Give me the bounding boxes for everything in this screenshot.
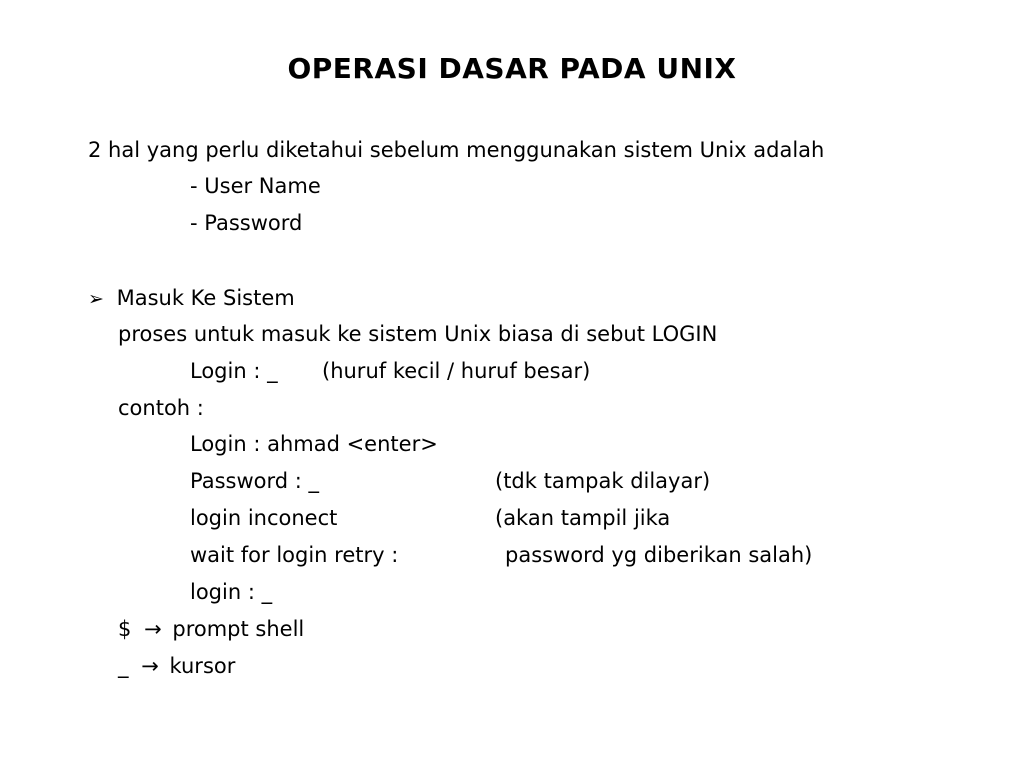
right-arrow-icon: → (144, 617, 162, 641)
arrow-bullet-icon: ➢ (88, 288, 104, 310)
section-description: proses untuk masuk ke sistem Unix biasa di sebut LOGIN (118, 322, 718, 346)
login-prompt: Login : _ (190, 359, 278, 383)
section-heading-row (88, 284, 295, 313)
example-line-right: (tdk tampak dilayar) (495, 469, 711, 493)
example-line-right: (akan tampil jika (495, 506, 671, 530)
intro-text: 2 hal yang perlu diketahui sebelum menggunakan sistem Unix adalah (88, 138, 825, 162)
example-line-left: Password : _ (190, 469, 320, 493)
legend-symbol: $ (118, 617, 132, 641)
intro-item-password: - Password (190, 211, 303, 235)
example-label: contoh : (118, 396, 204, 420)
slide-title: OPERASI DASAR PADA UNIX (287, 52, 737, 85)
legend-symbol: _ (118, 654, 129, 678)
example-line-left: Login : ahmad <enter> (190, 432, 438, 456)
example-line-left: login inconect (190, 506, 338, 530)
legend-row-prompt (118, 615, 304, 643)
right-arrow-icon: → (141, 654, 159, 678)
example-line-left: login : _ (190, 580, 273, 604)
intro-item-user-name: - User Name (190, 174, 321, 198)
section-heading: Masuk Ke Sistem (116, 286, 295, 310)
legend-meaning: prompt shell (172, 617, 305, 641)
example-line-left: wait for login retry : (190, 543, 399, 567)
login-note: (huruf kecil / huruf besar) (322, 359, 591, 383)
legend-meaning: kursor (169, 654, 236, 678)
legend-row-cursor (118, 652, 235, 680)
example-line-right: password yg diberikan salah) (505, 543, 813, 567)
